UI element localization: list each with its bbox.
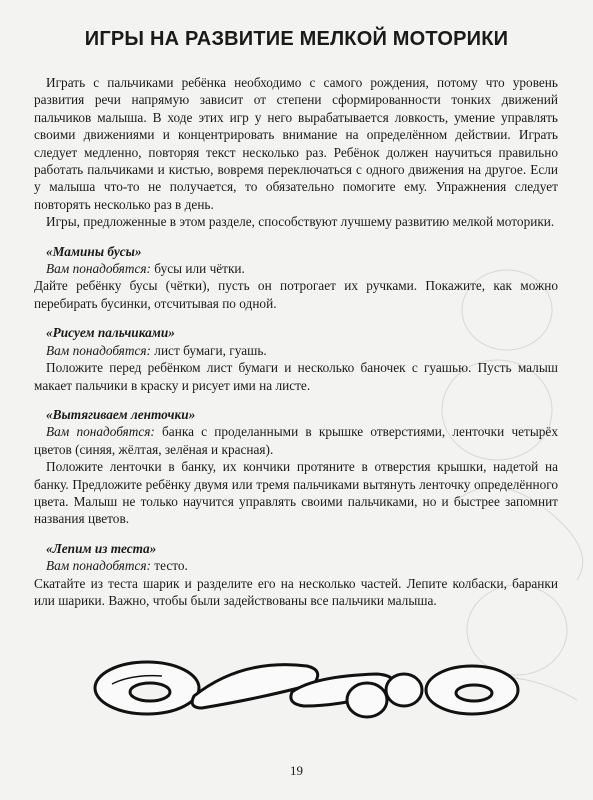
page-title: ИГРЫ НА РАЗВИТИЕ МЕЛКОЙ МОТОРИКИ	[84, 28, 509, 50]
page-number: 19	[290, 763, 303, 778]
game-description: Положите ленточки в банку, их кончики протяните в отверстия крышки, надетой на банку. Предложите ребёнку двумя или тремя пальчиками вытянуть ленточку определённого цвета. Малыш не только научится управлять своими пальчиками, но и быстрее запомнит названия цветов.	[34, 459, 558, 527]
materials-line	[34, 423, 558, 458]
materials-line	[34, 557, 558, 574]
materials-line	[34, 260, 558, 277]
materials-label: Вам понадобятся:	[46, 261, 151, 277]
game-section-dough	[34, 540, 558, 610]
game-title: «Мамины бусы»	[46, 243, 142, 259]
game-title: «Рисуем пальчиками»	[46, 325, 175, 341]
materials-value: банка с проделанными в крышке отверстиями, ленточки четырёх цветов (синяя, жёлтая, зелёная и красная).	[34, 424, 558, 457]
game-title: «Лепим из теста»	[46, 540, 157, 556]
materials-value: бусы или чётки.	[150, 261, 245, 277]
materials-label: Вам понадобятся:	[46, 424, 155, 440]
materials-label: Вам понадобятся:	[46, 558, 151, 574]
materials-value: лист бумаги, гуашь.	[150, 342, 267, 358]
article-body	[34, 74, 558, 609]
intro-paragraph: Играть с пальчиками ребёнка необходимо с самого рождения, потому что уровень развития речи напрямую зависит от степени сформированности тонких движений пальчиков малыша. В ходе этих игр у него вырабатывается ловкость, умение управлять своими движениями и концентрировать внимание на определённом действии. Играть следует медленно, повторяя текст несколько раз. Ребёнок должен научиться правильно работать пальчиками и кистью, вовремя переключаться с одного движения на другое. Если у малыша что-то не получается, то обязательно помогите ему. Упражнения следует повторять несколько раз в день.	[34, 75, 558, 212]
game-section-ribbons	[34, 406, 558, 528]
materials-line	[34, 342, 558, 359]
game-description: Положите перед ребёнком лист бумаги и несколько баночек с гуашью. Пусть малыш макает пальчики в краску и рисует ими на листе.	[34, 360, 558, 393]
dough-shapes-illustration	[92, 640, 562, 720]
intro-paragraph: Игры, предложенные в этом разделе, способствуют лучшему развитию мелкой моторики.	[46, 214, 555, 230]
materials-label: Вам понадобятся:	[46, 342, 151, 358]
game-title: «Вытягиваем ленточки»	[46, 406, 196, 422]
game-description: Скатайте из теста шарик и разделите его на несколько частей. Лепите колбаски, баранки или шарики. Важно, чтобы были задействованы все пальчики малыша.	[34, 575, 558, 608]
materials-value: тесто.	[150, 558, 188, 574]
game-description: Дайте ребёнку бусы (чётки), пусть он потрогает их ручками. Покажите, как можно перебирать бусинки, отсчитывая по одной.	[34, 278, 558, 311]
dough-ball	[386, 674, 422, 706]
game-section-finger-painting	[34, 324, 558, 394]
dough-ball	[347, 683, 387, 717]
game-section-beads	[34, 243, 558, 313]
